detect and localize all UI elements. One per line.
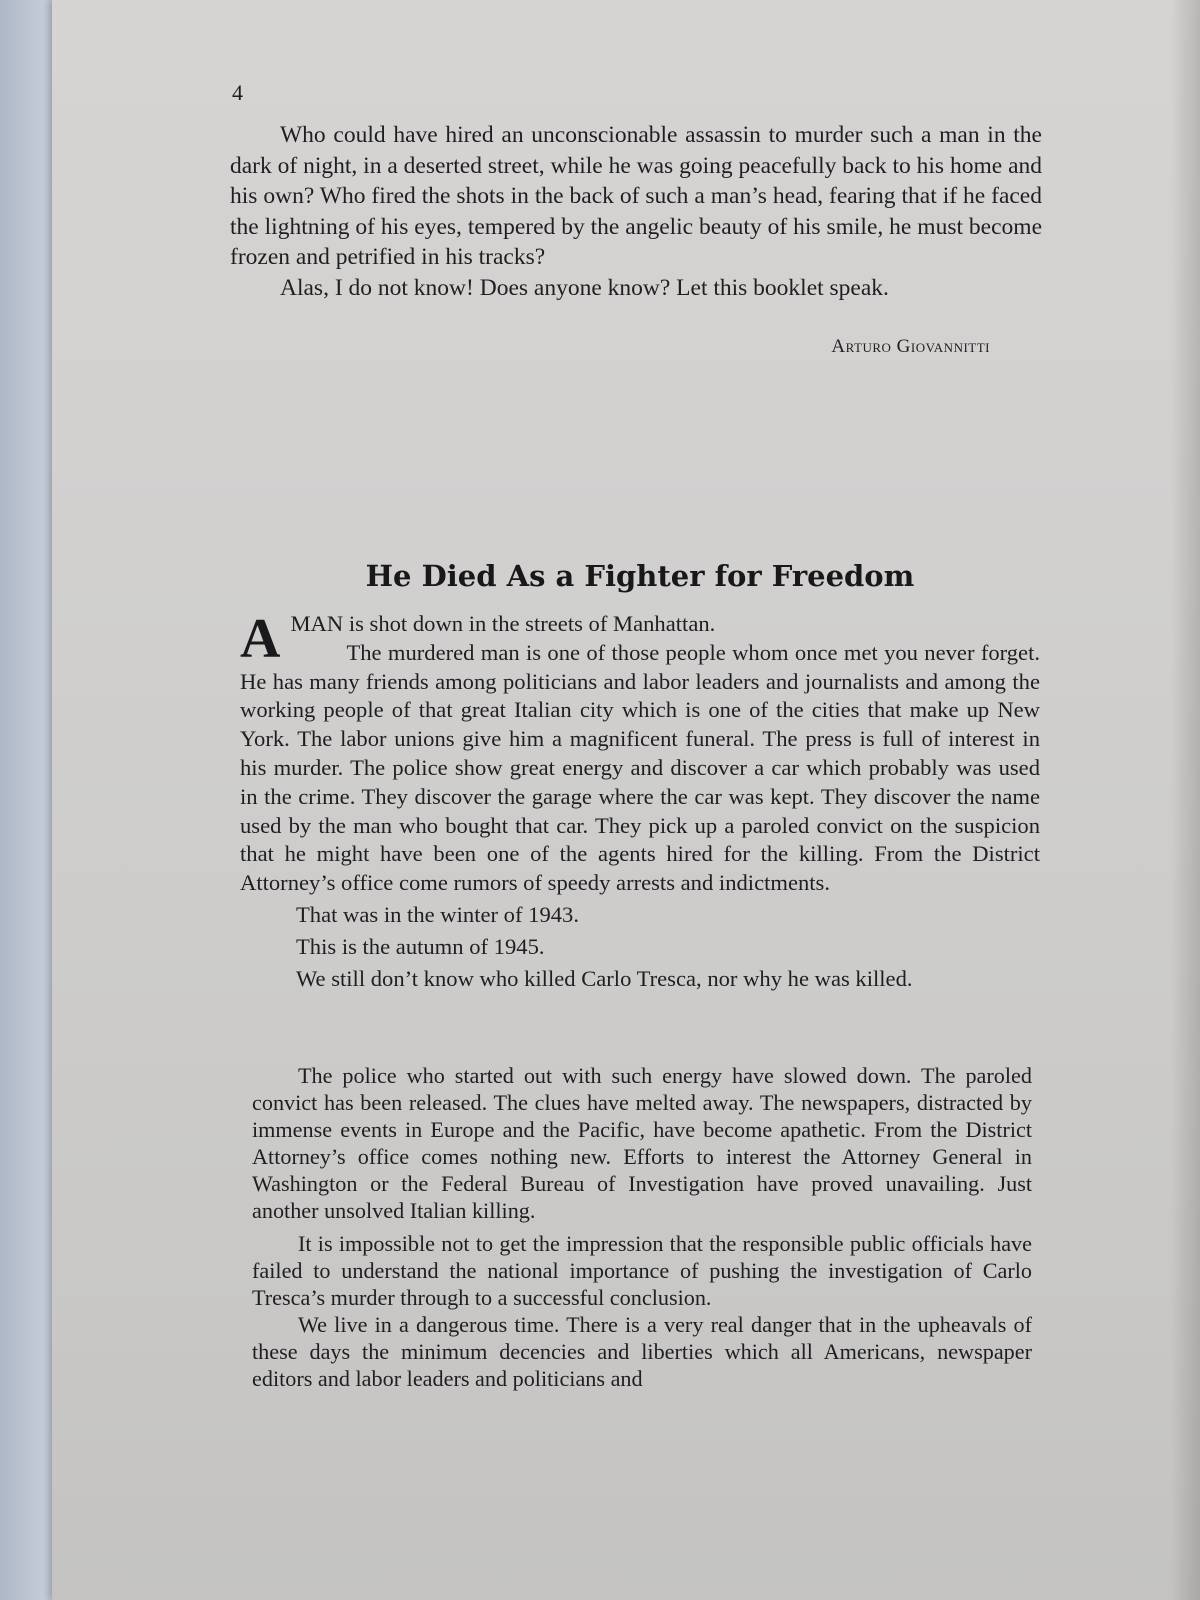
article-opening-line (240, 608, 1040, 670)
intro-paragraph: Who could have hired an unconscionable assassin to murder such a man in the dark of night, in a deserted street, while he was going peacefully back to his home and his own? Who fired the shots in the back of such a man’s head, fearing that if he faced the lightning of his eyes, tempered by the angelic beauty of his smile, he must become frozen and petrified in his tracks? (230, 122, 1042, 270)
page-edge-shadow (1170, 0, 1200, 1600)
article-paragraph: The police who started out with such energy have slowed down. The paroled convict has been released. The clues have melted away. The newspapers, distracted by immense events in Europe and the Pacific, have become apathetic. From the District Attorney’s office comes nothing new. Efforts to interest the Attorney General in Washington or the Federal Bureau of Investigation have proved unavailing. Just another unsolved Italian killing. (252, 1063, 1032, 1223)
page-number: 4 (232, 80, 243, 105)
author-signature: Arturo Giovannitti (831, 336, 990, 357)
article-body (240, 610, 1040, 993)
article-paragraph: It is impossible not to get the impression that the responsible public officials have failed to understand the national importance of pushing the investigation of Carlo Tresca’s murder through to a successful conclusion. (252, 1231, 1032, 1310)
article-paragraph: We live in a dangerous time. There is a very real danger that in the upheavals of these days the minimum decencies and liberties which all Americans, newspaper editors and labor leaders and politicians and (252, 1312, 1032, 1391)
article-title: He Died As a Fighter for Freedom (365, 559, 915, 594)
article-paragraph: We still don’t know who killed Carlo Tresca, nor why he was killed. (296, 965, 913, 991)
drop-cap: A (240, 608, 281, 670)
article-paragraph: This is the autumn of 1945. (296, 933, 545, 959)
article-paragraph: The murdered man is one of those people whom once met you never forget. He has many friends among politicians and labor leaders and journalists and among the working people of that great Italian city which is one of the cities that make up New York. The labor unions give him a magnificent funeral. The press is full of interest in his murder. The police show great energy and discover a car which probably was used in the crime. They discover the garage where the car was kept. They discover the name used by the man who bought that car. They pick up a paroled convict on the suspicion that he might have been one of the agents hired for the killing. From the District Attorney’s office come rumors of speedy arrests and indictments. (240, 639, 1040, 896)
intro-paragraph: Alas, I do not know! Does anyone know? Let this booklet speak. (280, 274, 889, 301)
opening-text: MAN is shot down in the streets of Manhattan. (290, 611, 716, 636)
intro-section (230, 120, 1042, 303)
article-body-continued (252, 1062, 1032, 1392)
article-paragraph: That was in the winter of 1943. (296, 901, 579, 927)
